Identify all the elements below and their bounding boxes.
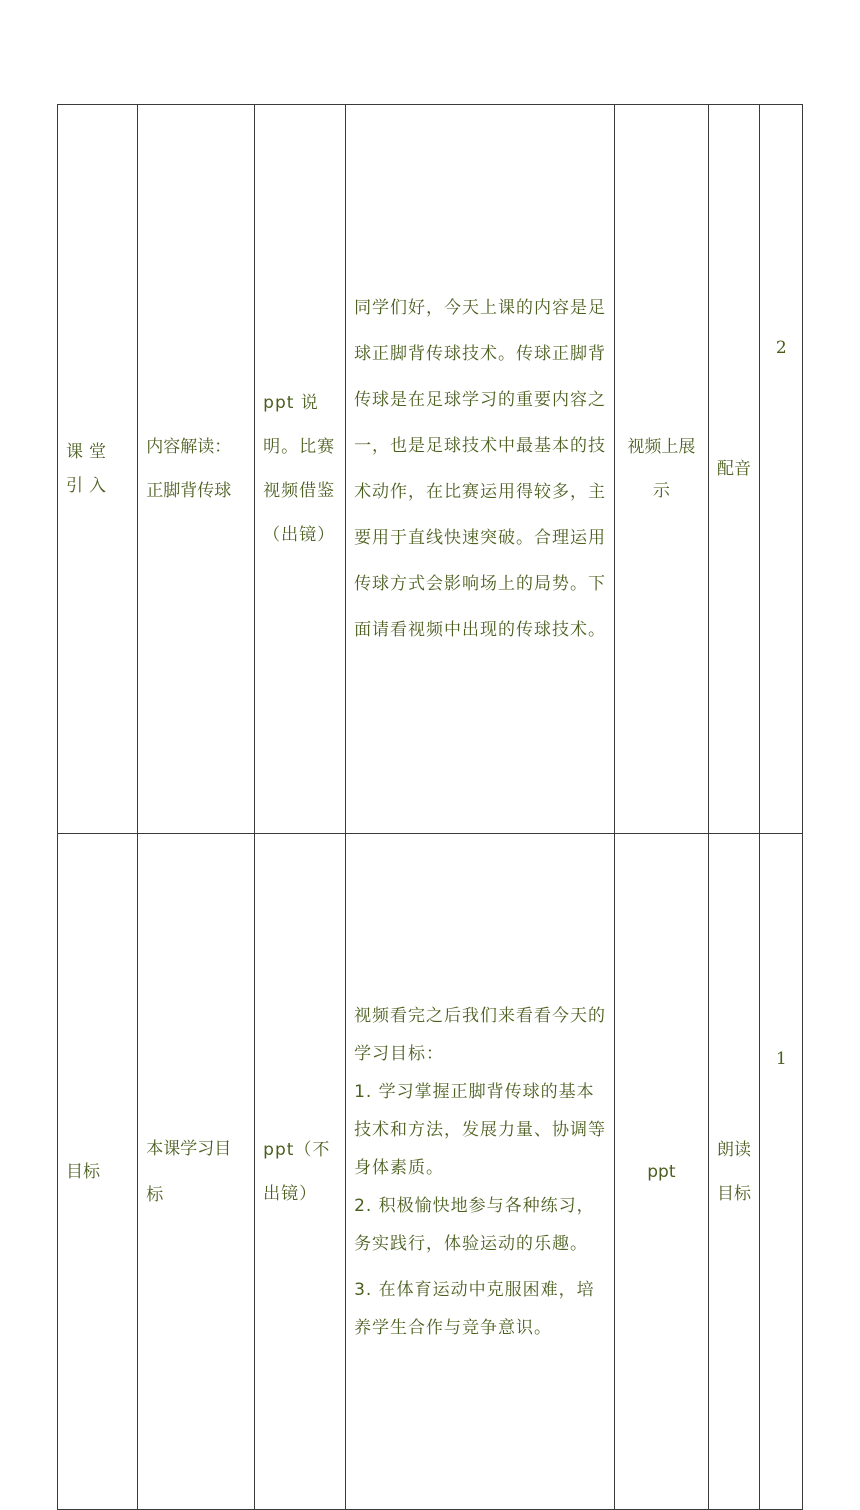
script-cell xyxy=(346,105,615,834)
script-cell xyxy=(346,834,615,1510)
content-label: 本课学习目标 xyxy=(146,1138,232,1205)
minutes-cell xyxy=(760,105,803,834)
method-label: ppt 说明。比赛视频借鉴（出镜） xyxy=(263,393,336,545)
content-label: 内容解读：正脚背传球 xyxy=(146,437,232,501)
method-label: ppt（不出镜） xyxy=(263,1139,331,1204)
stage-cell xyxy=(58,105,138,834)
media-cell xyxy=(615,105,708,834)
objective-item: 3. 在体育运动中克服困难，培养学生合作与竞争意识。 xyxy=(354,1279,595,1338)
objective-item: 2. 积极愉快地参与各种练习，务实践行，体验运动的乐趣。 xyxy=(354,1195,595,1254)
script-text: 同学们好，今天上课的内容是足球正脚背传球技术。传球正脚背传球是在足球学习的重要内容之一，也是足球技术中最基本的技术动作，在比赛运用得较多，主要用于直线快速突破。合理运用传球方式会影响场上的局势。下面请看视频中出现的传球技术。 xyxy=(354,298,607,640)
minutes-cell xyxy=(760,834,803,1510)
content-cell xyxy=(138,834,255,1510)
mode-label: 朗读目标 xyxy=(716,1139,751,1204)
media-label: ppt xyxy=(647,1161,676,1182)
minutes-value: 1 xyxy=(775,1049,787,1069)
mode-cell xyxy=(708,105,760,834)
objective-item: 1. 学习掌握正脚背传球的基本技术和方法，发展力量、协调等身体素质。 xyxy=(354,1081,607,1178)
media-cell xyxy=(615,834,708,1510)
media-label: 视频上展示 xyxy=(627,437,696,501)
lesson-plan-table xyxy=(57,104,803,1510)
stage-cell xyxy=(58,834,138,1510)
stage-label: 课堂引入 xyxy=(66,442,112,496)
method-cell xyxy=(255,834,346,1510)
mode-label: 配音 xyxy=(716,459,751,479)
content-cell xyxy=(138,105,255,834)
minutes-value: 2 xyxy=(775,338,787,358)
script-intro: 视频看完之后我们来看看今天的学习目标： xyxy=(354,1005,607,1064)
method-cell xyxy=(255,105,346,834)
table-row xyxy=(58,105,803,834)
stage-label: 目标 xyxy=(66,1161,100,1182)
mode-cell xyxy=(708,834,760,1510)
table-row xyxy=(58,834,803,1510)
